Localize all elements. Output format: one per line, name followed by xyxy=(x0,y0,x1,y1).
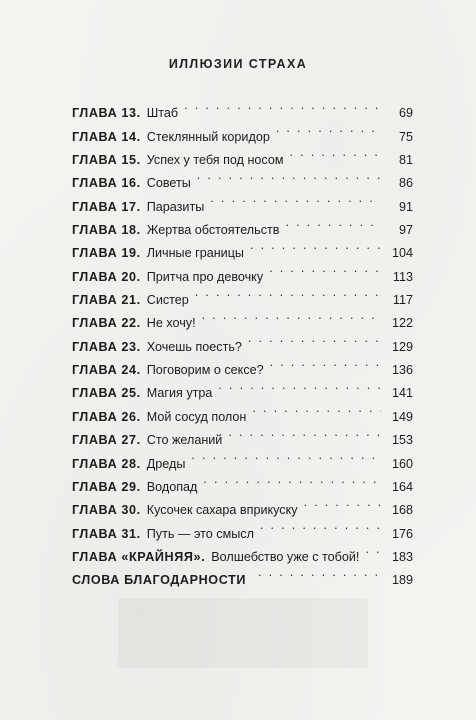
chapter-title: Советы xyxy=(146,176,191,191)
toc-entry xyxy=(72,374,413,401)
chapter-number: ГЛАВА 17. xyxy=(72,199,141,214)
chapter-number: ГЛАВА 15. xyxy=(72,153,141,168)
toc-entry xyxy=(72,468,413,494)
toc-entry xyxy=(72,351,413,378)
page-number: 69 xyxy=(398,106,413,121)
chapter-title: Кусочек сахара вприкуску xyxy=(146,503,298,518)
chapter-title: Личные границы xyxy=(146,246,244,261)
toc-entry xyxy=(72,304,413,331)
chapter-number: ГЛАВА 29. xyxy=(72,479,141,494)
chapter-number: ГЛАВА 25. xyxy=(72,386,141,401)
page-number: 176 xyxy=(391,526,413,541)
page-number: 129 xyxy=(391,339,413,354)
chapter-title: Магия утра xyxy=(146,386,213,401)
page-number: 141 xyxy=(391,386,413,401)
dot-leader xyxy=(191,444,381,467)
chapter-title: Мой сосуд полон xyxy=(146,409,247,424)
chapter-number: ГЛАВА 16. xyxy=(72,176,141,191)
chapter-number: ГЛАВА 20. xyxy=(72,269,141,284)
toc-entry xyxy=(72,327,413,354)
page-number: 104 xyxy=(391,246,413,261)
dot-leader xyxy=(304,491,381,514)
chapter-number: ГЛАВА 19. xyxy=(72,246,141,261)
page-number: 81 xyxy=(398,153,413,168)
chapter-title: Стеклянный коридор xyxy=(146,129,270,144)
chapter-number: ГЛАВА 27. xyxy=(72,433,141,448)
page-number: 153 xyxy=(391,433,413,448)
toc-entry xyxy=(72,187,413,214)
dot-leader xyxy=(290,141,381,164)
dot-leader xyxy=(252,397,381,420)
page-number: 75 xyxy=(398,129,413,144)
chapter-title: Дреды xyxy=(146,456,186,471)
toc-entry xyxy=(72,117,413,144)
chapter-title: Притча про девочку xyxy=(146,269,264,284)
chapter-number: ГЛАВА 14. xyxy=(72,129,141,144)
toc-entry-acknowledgements xyxy=(72,561,413,588)
chapter-number: СЛОВА БЛАГОДАРНОСТИ xyxy=(72,573,247,588)
chapter-title: Не хочу! xyxy=(146,316,196,331)
chapter-title: Паразиты xyxy=(146,199,205,214)
chapter-title: Хочешь поесть? xyxy=(146,339,242,354)
chapter-number: ГЛАВА 13. xyxy=(72,106,141,121)
chapter-number: ГЛАВА «КРАЙНЯЯ». xyxy=(72,549,206,564)
dot-leader xyxy=(258,561,381,584)
page-number: 183 xyxy=(391,549,413,564)
chapter-title: Жертва обстоятельств xyxy=(146,223,280,238)
page-number: 189 xyxy=(391,573,413,588)
toc-entry xyxy=(72,257,413,284)
chapter-title: Водопад xyxy=(146,479,198,494)
chapter-title: Штаб xyxy=(146,106,179,121)
chapter-number: ГЛАВА 24. xyxy=(72,363,141,378)
page-number: 164 xyxy=(391,479,413,494)
page-number: 122 xyxy=(391,316,413,331)
dot-leader xyxy=(276,117,381,140)
toc-entry xyxy=(72,444,413,471)
running-header: ИЛЛЮЗИИ СТРАХА xyxy=(168,57,308,71)
dot-leader xyxy=(248,327,381,350)
dot-leader xyxy=(270,351,381,374)
dot-leader xyxy=(210,187,381,210)
toc-entry xyxy=(72,421,413,448)
dot-leader xyxy=(218,374,381,397)
dot-leader xyxy=(365,538,381,561)
chapter-title: Систер xyxy=(146,293,189,308)
chapter-number: ГЛАВА 23. xyxy=(72,339,141,354)
toc-entry xyxy=(72,141,413,168)
chapter-number: ГЛАВА 31. xyxy=(72,526,141,541)
chapter-number: ГЛАВА 26. xyxy=(72,409,141,424)
chapter-title: Волшебство уже с тобой! xyxy=(211,549,360,564)
dot-leader xyxy=(203,468,381,491)
chapter-title: Поговорим о сексе? xyxy=(146,363,264,378)
dot-leader xyxy=(195,281,381,304)
page-number: 97 xyxy=(398,223,413,238)
bleed-through-shadow xyxy=(118,598,368,668)
dot-leader xyxy=(202,304,381,327)
toc-entry xyxy=(72,514,413,541)
page-number: 91 xyxy=(398,199,413,214)
dot-leader xyxy=(197,164,381,187)
page-number: 86 xyxy=(398,176,413,191)
chapter-number: ГЛАВА 22. xyxy=(72,316,141,331)
chapter-title: Путь — это смысл xyxy=(146,526,254,541)
page-number: 136 xyxy=(391,363,413,378)
chapter-number: ГЛАВА 18. xyxy=(72,223,141,238)
page-number: 113 xyxy=(392,269,413,284)
dot-leader xyxy=(228,421,381,444)
toc-entry xyxy=(72,234,413,261)
page-number: 160 xyxy=(391,456,413,471)
dot-leader xyxy=(250,234,381,257)
toc-entry xyxy=(72,211,413,238)
toc-entry-final-chapter xyxy=(72,538,413,564)
toc-entry xyxy=(72,491,413,518)
page-number: 149 xyxy=(391,409,413,424)
toc-entry xyxy=(72,94,413,121)
dot-leader xyxy=(260,514,381,537)
chapter-number: ГЛАВА 21. xyxy=(72,293,141,308)
page-number: 168 xyxy=(391,503,413,518)
toc-entry xyxy=(72,281,413,308)
dot-leader xyxy=(269,257,381,280)
chapter-title: Сто желаний xyxy=(146,433,223,448)
dot-leader xyxy=(184,94,381,117)
toc-entry xyxy=(72,164,413,191)
toc-entry xyxy=(72,397,413,424)
page-number: 117 xyxy=(392,293,413,308)
dot-leader xyxy=(285,211,381,234)
chapter-title: Успех у тебя под носом xyxy=(146,153,284,168)
chapter-number: ГЛАВА 28. xyxy=(72,456,141,471)
chapter-number: ГЛАВА 30. xyxy=(72,503,141,518)
table-of-contents xyxy=(72,94,413,588)
